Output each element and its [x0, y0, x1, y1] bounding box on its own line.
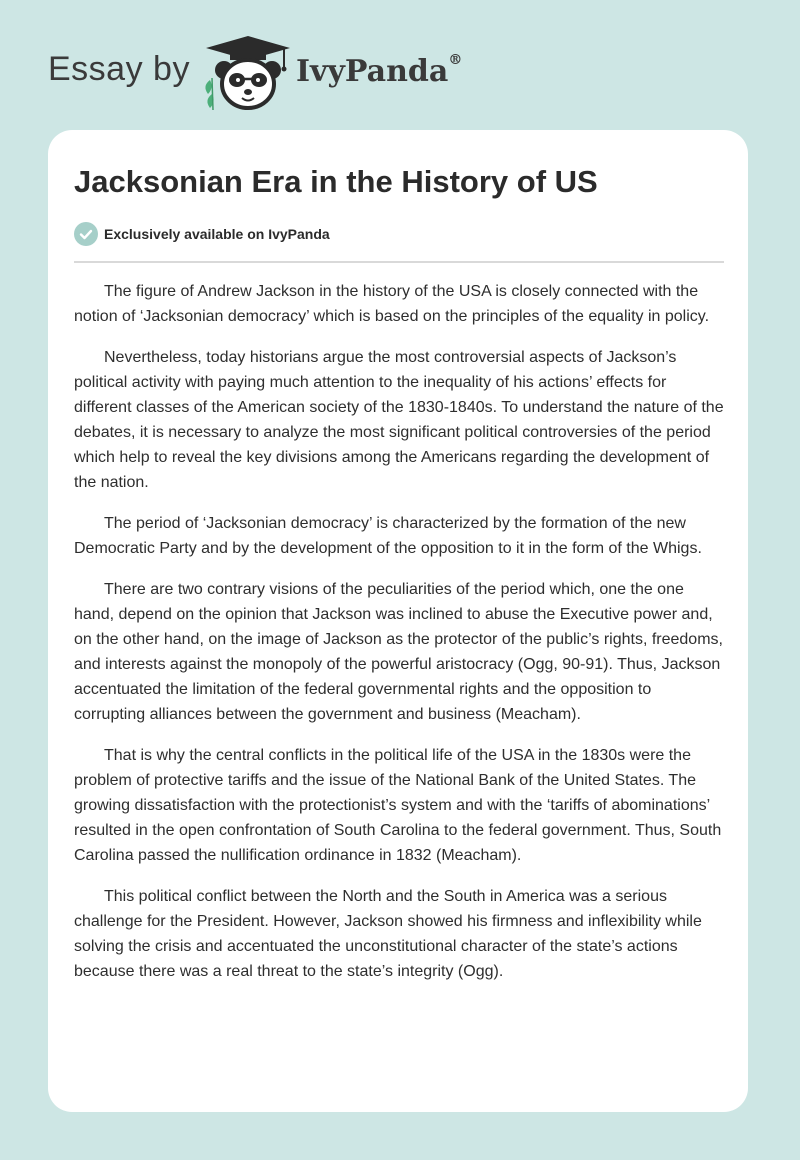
check-circle-icon — [74, 222, 98, 246]
paragraph: That is why the central conflicts in the political life of the USA in the 1830s were the problem of protective tariffs and the issue of the National Bank of the United States. The growing dissatisfaction with the protectionist’s system and with the ‘tariffs of abominations’ resulted in the open confrontation of South Carolina to the federal government. Thus, South Carolina passed the nullification ordinance in 1832 (Meacham). — [74, 747, 722, 864]
essay-body — [74, 279, 726, 1000]
panda-graduate-logo-icon[interactable] — [200, 34, 296, 112]
site-header — [0, 0, 800, 128]
paragraph: The figure of Andrew Jackson in the history of the USA is closely connected with the notion of ‘Jacksonian democracy’ which is based on the principles of the equality in policy. — [74, 283, 710, 325]
exclusive-badge — [74, 222, 330, 246]
paragraph: Nevertheless, today historians argue the most controversial aspects of Jackson’s political activity with paying much attention to the inequality of his actions’ effects for different classes of the American society of the 1830-1840s. To understand the nature of the debates, it is necessary to analyze the most significant political controversies of the period which help to reveal the key divisions among the Americans regarding the development of the nation. — [74, 349, 724, 491]
exclusive-badge-label: Exclusively available on IvyPanda — [104, 226, 330, 242]
page-title: Jacksonian Era in the History of US — [74, 164, 598, 199]
ivypanda-brand-name[interactable]: IvyPanda® — [296, 52, 463, 89]
essay-card — [48, 130, 748, 1112]
essay-by-label: Essay by — [48, 50, 190, 88]
paragraph: The period of ‘Jacksonian democracy’ is characterized by the formation of the new Democratic Party and by the development of the opposition to it in the form of the Whigs. — [74, 515, 702, 557]
title-divider — [74, 261, 724, 263]
paragraph: This political conflict between the North and the South in America was a serious challenge for the President. However, Jackson showed his firmness and inflexibility while solving the crisis and accentuated the unconstitutional character of the state’s actions because there was a real threat to the state’s integrity (Ogg). — [74, 888, 702, 980]
registered-mark: ® — [448, 52, 463, 68]
paragraph: There are two contrary visions of the peculiarities of the period which, one the one hand, depend on the opinion that Jackson was inclined to abuse the Executive power and, on the other hand, on the image of Jackson as the protector of the public’s rights, freedoms, and interests against the monopoly of the powerful aristocracy (Ogg, 90-91). Thus, Jackson accentuated the limitation of the federal governmental rights and the opposition to corrupting alliances between the government and business (Meacham). — [74, 581, 723, 723]
